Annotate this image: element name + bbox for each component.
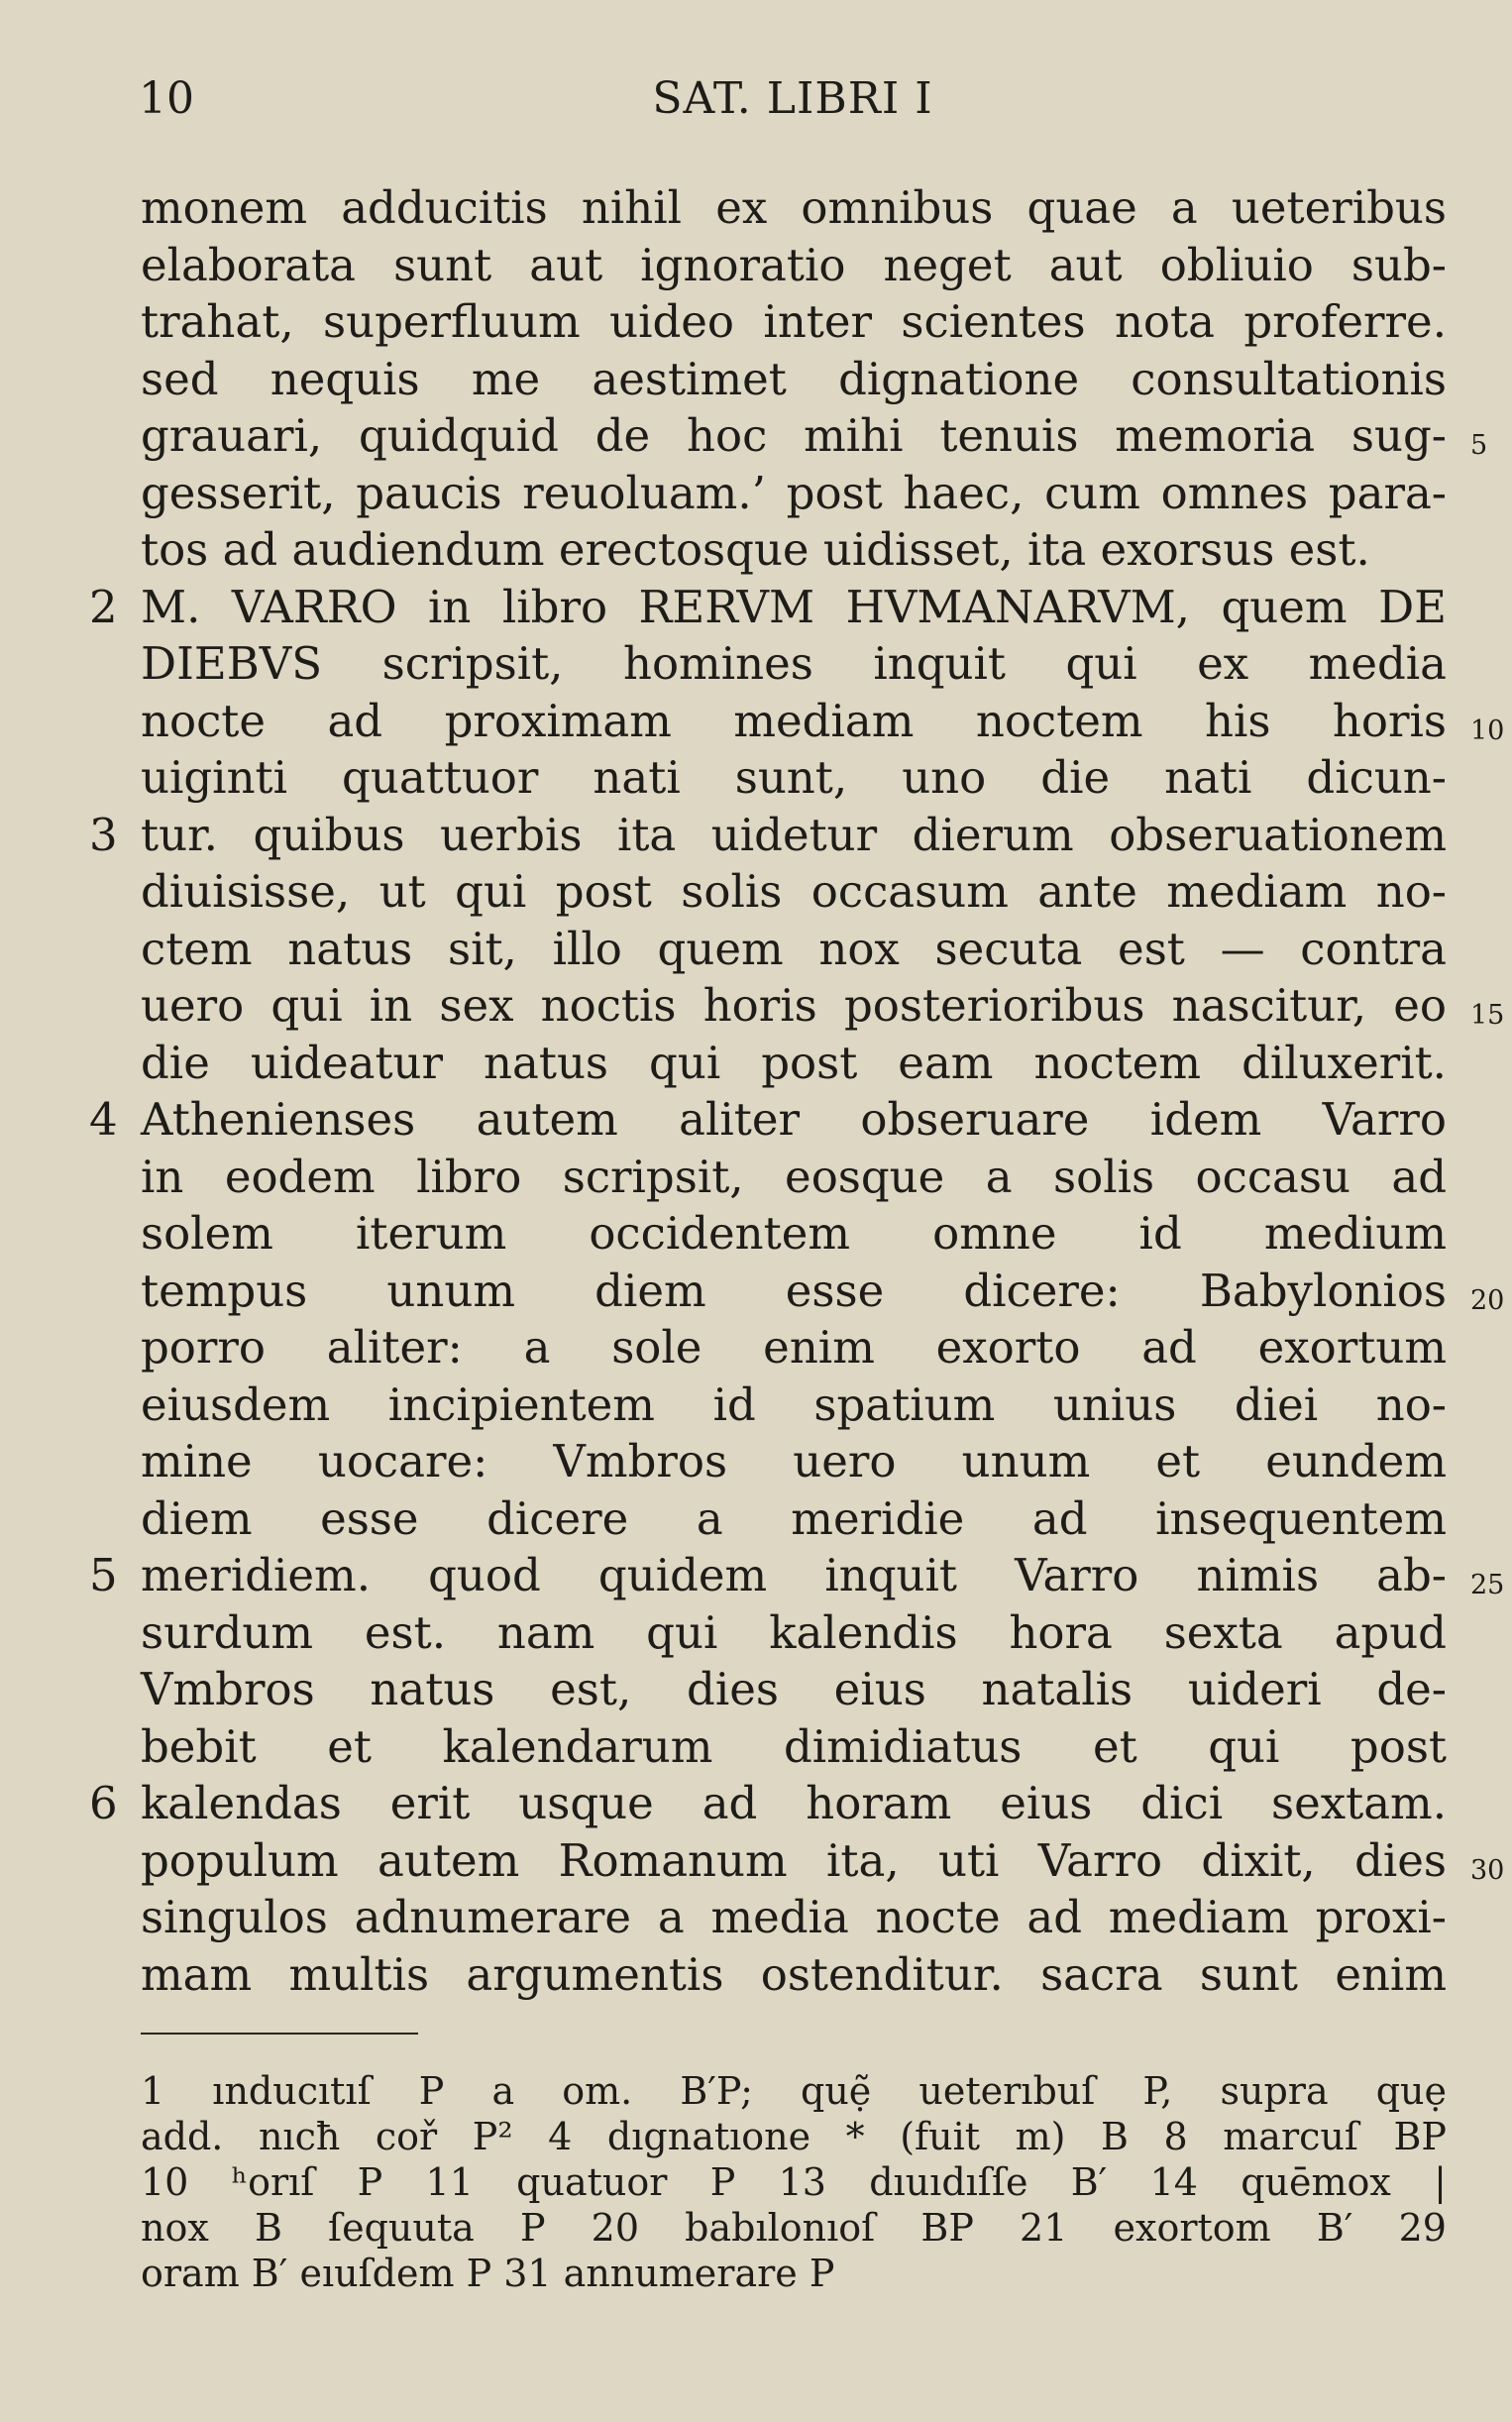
- margin-line-number: 10: [1470, 715, 1505, 746]
- line-text: ctem natus sit, illo quem nox secuta est — contra: [141, 922, 1447, 975]
- apparatus-entry: a om. B′P; quẹ̃ ueterıbuſ P, supra quẹ: [491, 2069, 1447, 2113]
- apparatus-entry: 21 exortom B′: [1020, 2206, 1353, 2250]
- apparatus-entry: add. nıcħ coř P²: [141, 2115, 513, 2158]
- apparatus-entry: eıuſdem P: [299, 2252, 492, 2295]
- apparatus-entry: 20 babılonıoſ BP: [591, 2206, 974, 2250]
- margin-line-number: 25: [1470, 1570, 1505, 1600]
- line-text: diuisisse, ut qui post solis occasum ante mediam no-: [141, 865, 1447, 918]
- line-text: tos ad audiendum erectosque uidisset, ita exorsus est.: [141, 523, 1370, 576]
- line-text: kalendas erit usque ad horam eius dici sextam.: [141, 1777, 1447, 1829]
- text-line: [0, 179, 1512, 237]
- line-text: gesserit, paucis reuoluam.’ post haec, cum omnes para-: [141, 466, 1447, 519]
- text-line: [0, 1946, 1512, 2004]
- line-text: diem esse dicere a meridie ad insequentem: [141, 1491, 1447, 1545]
- line-text: in eodem libro scripsit, eosque a solis occasu ad: [141, 1150, 1447, 1203]
- text-line: [0, 1832, 1512, 1890]
- text-line: [0, 407, 1512, 465]
- text-line: [0, 1319, 1512, 1376]
- text-line: [0, 1035, 1512, 1092]
- text-line: [0, 465, 1512, 522]
- line-text: tur. quibus uerbis ita uidetur dierum obseruationem: [141, 808, 1447, 861]
- apparatus-entry: 11 quatuor P: [425, 2160, 736, 2204]
- section-number: 6: [89, 1777, 118, 1829]
- margin-line-number: 15: [1470, 1000, 1505, 1031]
- text-line: [0, 1433, 1512, 1490]
- apparatus-entry: 10 ʰorıſ P: [141, 2160, 383, 2204]
- apparatus-entry: 29: [1398, 2206, 1447, 2250]
- text-line: [0, 1889, 1512, 1946]
- apparatus-line: [141, 2159, 1447, 2205]
- line-text: Vmbros natus est, dies eius natalis uideri de-: [141, 1663, 1447, 1715]
- line-text: mam multis argumentis ostenditur. sacra sunt enim: [141, 1947, 1447, 2001]
- text-line: [0, 237, 1512, 294]
- apparatus-entry: 14 quēmox |: [1149, 2160, 1447, 2204]
- line-text: uiginti quattuor nati sunt, uno die nati dicun-: [141, 751, 1447, 804]
- margin-line-number: 20: [1470, 1284, 1505, 1316]
- line-text: M. VARRO in libro RERVM HVMANARVM, quem DE: [141, 580, 1447, 633]
- line-text: bebit et kalendarum dimidiatus et qui post: [141, 1719, 1447, 1773]
- text-line: [0, 1490, 1512, 1548]
- text-line: [0, 351, 1512, 408]
- line-text: solem iterum occidentem omne id medium: [141, 1207, 1447, 1260]
- text-line: [0, 1205, 1512, 1263]
- text-line: [0, 293, 1512, 351]
- text-line: [0, 579, 1512, 636]
- running-head: [139, 73, 1447, 133]
- page-number: 10: [139, 73, 194, 124]
- section-number: 4: [89, 1093, 118, 1146]
- text-line: [0, 807, 1512, 864]
- text-line: [0, 1263, 1512, 1320]
- text-line: [0, 863, 1512, 921]
- line-text: elaborata sunt aut ignoratio neget aut obliuio sub-: [141, 238, 1447, 291]
- line-text: Athenienses autem aliter obseruare idem Varro: [141, 1093, 1447, 1146]
- line-text: sed nequis me aestimet dignatione consultationis: [141, 352, 1447, 405]
- line-text: mine uocare: Vmbros uero unum et eundem: [141, 1435, 1447, 1487]
- line-text: porro aliter: a sole enim exorto ad exortum: [141, 1321, 1447, 1374]
- section-number: 2: [89, 580, 118, 633]
- critical-apparatus: [141, 2068, 1447, 2296]
- text-line: [0, 1376, 1512, 1434]
- line-text: die uideatur natus qui post eam noctem diluxerit.: [141, 1036, 1447, 1089]
- apparatus-line: [141, 2251, 1447, 2296]
- line-text: DIEBVS scripsit, homines inquit qui ex media: [141, 637, 1447, 690]
- text-line: [0, 693, 1512, 750]
- line-text: trahat, superfluum uideo inter scientes nota proferre.: [141, 295, 1447, 348]
- apparatus-entry: 13 dıuıdıſſe B′: [778, 2160, 1108, 2204]
- apparatus-entry: 1 ınducıtıſ P: [141, 2069, 445, 2113]
- line-text: surdum est. nam qui kalendis hora sexta apud: [141, 1605, 1447, 1659]
- running-title: SAT. LIBRI I: [652, 73, 933, 124]
- apparatus-entry: ſequuta P: [328, 2206, 546, 2250]
- text-line: [0, 635, 1512, 693]
- margin-line-number: 5: [1470, 430, 1488, 461]
- line-text: uero qui in sex noctis horis posterioribus nascitur, eo: [141, 979, 1447, 1032]
- apparatus-line: [141, 2114, 1447, 2159]
- text-line: [0, 1604, 1512, 1662]
- footnote-rule: [141, 2033, 418, 2035]
- text-line: [0, 977, 1512, 1035]
- text-line: [0, 1149, 1512, 1206]
- section-number: 5: [89, 1549, 118, 1601]
- line-text: eiusdem incipientem id spatium unius diei no-: [141, 1377, 1447, 1431]
- line-text: monem adducitis nihil ex omnibus quae a ueteribus: [141, 181, 1447, 234]
- apparatus-line: [141, 2068, 1447, 2114]
- apparatus-entry: 31 annumerare P: [503, 2252, 835, 2295]
- line-text: tempus unum diem esse dicere: Babylonios: [141, 1264, 1447, 1317]
- apparatus-entry: oram B′: [141, 2252, 288, 2295]
- line-text: meridiem. quod quidem inquit Varro nimis ab-: [141, 1549, 1447, 1601]
- text-line: [0, 1091, 1512, 1149]
- line-text: grauari, quidquid de hoc mihi tenuis memoria sug-: [141, 409, 1447, 462]
- text-line: [0, 1547, 1512, 1604]
- section-number: 3: [89, 808, 118, 861]
- line-text: populum autem Romanum ita, uti Varro dixit, dies: [141, 1833, 1447, 1887]
- apparatus-entry: nox B: [141, 2206, 282, 2250]
- apparatus-line: [141, 2205, 1447, 2251]
- text-line: [0, 749, 1512, 807]
- line-text: nocte ad proximam mediam noctem his horis: [141, 694, 1447, 747]
- text-line: [0, 921, 1512, 978]
- text-line: [0, 1775, 1512, 1832]
- text-line: [0, 521, 1512, 579]
- margin-line-number: 30: [1470, 1854, 1505, 1886]
- text-line: [0, 1718, 1512, 1776]
- latin-text-block: [0, 179, 1512, 2003]
- line-text: singulos adnumerare a media nocte ad mediam proxi-: [141, 1891, 1447, 1943]
- apparatus-entry: 8 marcuſ BP: [1163, 2115, 1447, 2158]
- text-line: [0, 1661, 1512, 1718]
- apparatus-entry: 4 dıgnatıone * (fuit m) B: [548, 2115, 1129, 2158]
